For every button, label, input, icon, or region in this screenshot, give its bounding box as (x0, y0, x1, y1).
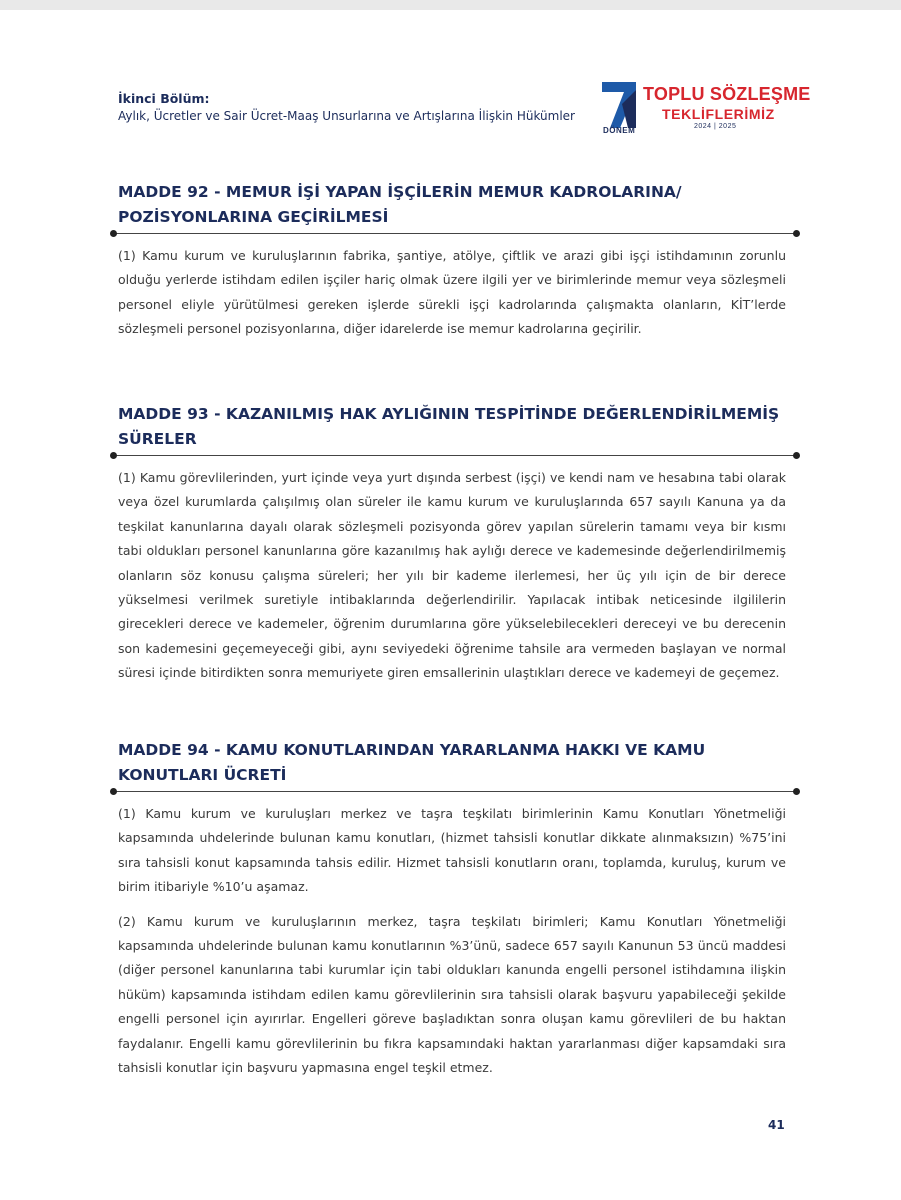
article-paragraph: (1) Kamu görevlilerinden, yurt içinde veya yurt dışında serbest (işçi) ve kendi nam ve hesabına tabi olarak veya özel kurumlarda çalışılmış olan süreler ile kamu kurum ve kuruluşlarında 657 sayılı Kanuna ya da teşkilat kanunlarına dayalı olarak sözleşmeli pozisyonda görev yapılan sürelerin tamamı veya bir kısmı tabi oldukları personel kanunlarına göre kazanılmış hak aylığı derece ve kademesinde değerlendirilmemiş olanların söz konusu çalışma süreleri; her yılı bir kademe ilerlemesi, her üç yılı için de bir derece yükselmesi verilmek suretiyle intibaklarında değerlendirilir. Yapılacak intibak neticesinde ilgililerin girecekleri derece ve kademeler, öğrenim durumlarına göre yükselebilecekleri dereceyi ve bu derecenin son kademesini geçemeyeceği gibi, aynı seviyedeki öğrenime tahsile ara vermeden başlayan ve normal süresi içinde bitirdikten sonra memuriyete giren emsallerinin ulaştıkları derece ve kademeyi de geçemez. (118, 470, 786, 681)
article-title (118, 180, 786, 230)
article-title (118, 738, 786, 788)
divider-line (114, 233, 796, 234)
divider-line (114, 791, 796, 792)
article-93 (118, 402, 786, 686)
logo-title-line1: TOPLU SÖZLEŞME (643, 84, 811, 104)
article-title-line2: SÜRELER (118, 430, 197, 448)
article-title-line2: POZİSYONLARINA GEÇİRİLMESİ (118, 208, 389, 226)
toplu-sozlesme-logo (602, 82, 811, 144)
article-title-line1: MADDE 93 - KAZANILMIŞ HAK AYLIĞININ TESPİTİNDE DEĞERLENDİRİLMEMİŞ (118, 405, 780, 423)
article-94 (118, 738, 786, 1080)
logo-donem-label: DÖNEM (603, 126, 636, 135)
article-title (118, 402, 786, 452)
section-subtitle: Aylık, Ücretler ve Sair Ücret-Maaş Unsurlarına ve Artışlarına İlişkin Hükümler (118, 109, 575, 123)
article-paragraph: (1) Kamu kurum ve kuruluşları merkez ve taşra teşkilatı birimlerinin Kamu Konutları Yönetmeliği kapsamında uhdelerinde bulunan kamu konutları, (hizmet tahsisli konutlar dikkate alınmaksızın) %75’ini sıra tahsisli konut kapsamında tahsis edilir. Hizmet tahsisli konutların oranı, toplamda, kuruluş, kurum ve birim itibariyle %10’u aşamaz. (118, 806, 786, 895)
title-divider (110, 788, 800, 796)
article-92 (118, 180, 786, 342)
divider-dot-left (110, 788, 117, 795)
seven-logo-icon (602, 82, 636, 128)
article-paragraph: (2) Kamu kurum ve kuruluşlarının merkez, taşra teşkilatı birimleri; Kamu Konutları Yönetmeliği kapsamında uhdelerinde bulunan kamu konutlarının %3’ünü, sadece 657 sayılı Kanunun 53 üncü maddesi (diğer personel kanunlarına tabi kurumlar için tabi oldukları kanunda engelli personel istihdamına ilişkin hüküm) kapsamında istihdam edilen kamu görevlilerinin sıra tahsisli olarak başvuru yapabileceği şekilde engelli personel için ayırırlar. Engelleri göreve başladıktan sonra oluşan kamu görevlileri de bu haktan faydalanır. Engelli kamu görevlilerinin bu fıkra kapsamındaki haktan yararlanması diğer kapsamdaki sıra tahsisli konutlar için başvuru yapmasına engel teşkil etmez. (118, 913, 786, 1076)
article-title-line1: MADDE 92 - MEMUR İŞİ YAPAN İŞÇİLERİN MEMUR KADROLARINA/ (118, 183, 682, 201)
logo-years: 2024 | 2025 (694, 123, 737, 130)
page-number: 41 (768, 1118, 785, 1132)
divider-dot-left (110, 452, 117, 459)
divider-dot-right (793, 230, 800, 237)
divider-line (114, 455, 796, 456)
logo-title-line2: TEKLİFLERİMİZ (662, 106, 775, 122)
title-divider (110, 452, 800, 460)
section-header (118, 90, 575, 125)
article-paragraph: (1) Kamu kurum ve kuruluşlarının fabrika, şantiye, atölye, çiftlik ve arazi gibi işçi istihdamının zorunlu olduğu yerlerde istihdam edilen işçiler hariç olmak üzere ilgili yer ve birimlerinde memur veya sözleşmeli personel eliyle yürütülmesi gereken işlerde sürekli işçi kadrolarında çalışmakta olanların, KİT’lerde sözleşmeli personel pozisyonlarına, diğer idarelerde ise memur kadrolarına geçirilir. (118, 248, 786, 337)
article-title-line1: MADDE 94 - KAMU KONUTLARINDAN YARARLANMA HAKKI VE KAMU (118, 741, 706, 759)
article-title-line2: KONUTLARI ÜCRETİ (118, 766, 287, 784)
divider-dot-right (793, 788, 800, 795)
divider-dot-right (793, 452, 800, 459)
document-page (0, 10, 901, 1200)
section-title: İkinci Bölüm: (118, 91, 210, 106)
title-divider (110, 230, 800, 238)
divider-dot-left (110, 230, 117, 237)
